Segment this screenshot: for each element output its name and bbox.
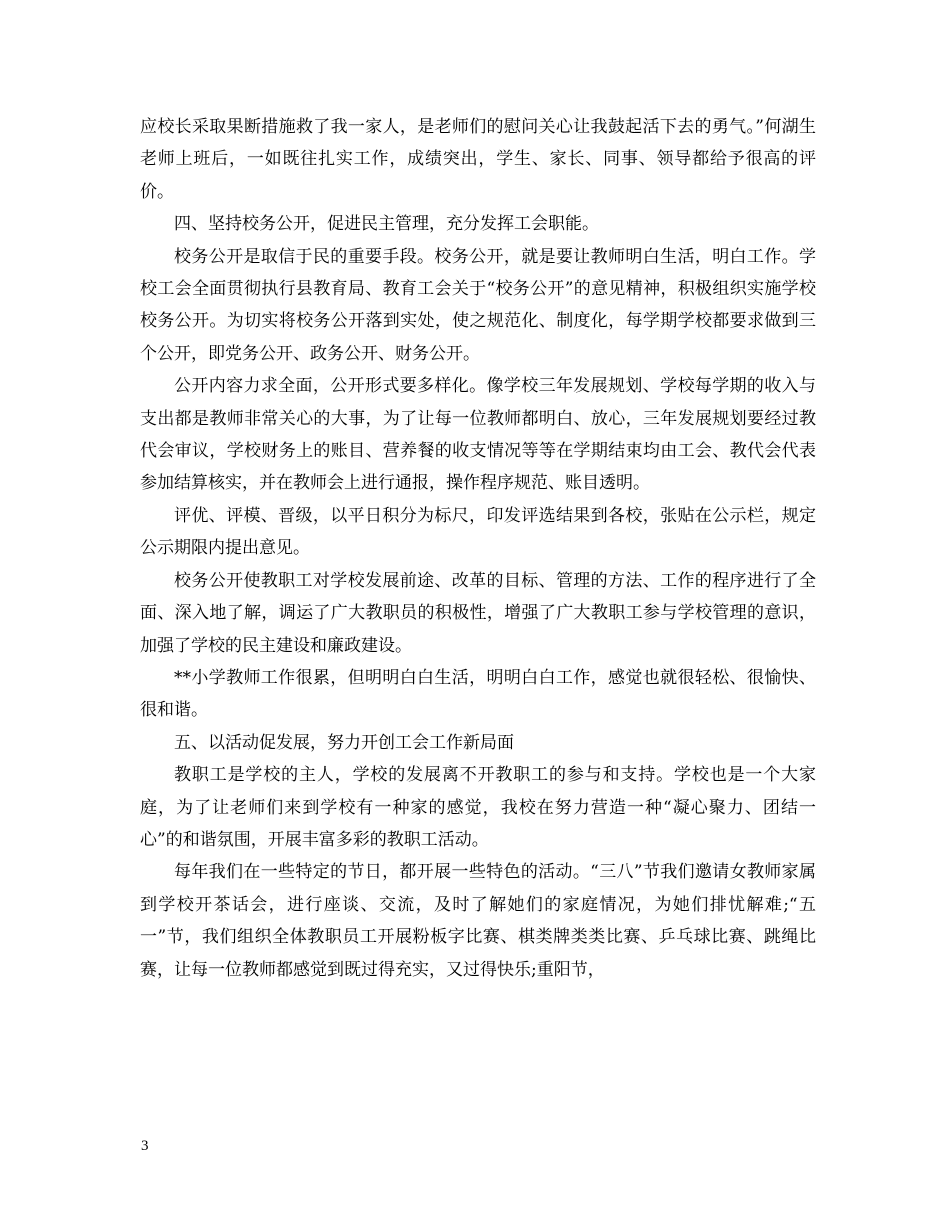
paragraph: **小学教师工作很累，但明明白白生活，明明白白工作，感觉也就很轻松、很愉快、很和谐。 <box>140 667 816 721</box>
section-heading: 四、坚持校务公开，促进民主管理，充分发挥工会职能。 <box>174 214 599 235</box>
section-heading: 五、以活动促发展，努力开创工会工作新局面 <box>174 732 514 753</box>
paragraph: 校务公开是取信于民的重要手段。校务公开，就是要让教师明白生活，明白工作。学校工会全面贯彻执行县教育局、教育工会关于“校务公开”的意见精神，积极组织实施学校校务公开。为切实将校务公开落到实处，使之规范化、制度化，每学期学校都要求做到三个公开，即党务公开、政务公开、财务公开。 <box>140 246 816 364</box>
paragraph: 公开内容力求全面，公开形式要多样化。像学校三年发展规划、学校每学期的收入与支出都是教师非常关心的大事，为了让每一位教师都明白、放心，三年发展规划要经过教代会审议，学校财务上的账目、营养餐的收支情况等等在学期结束均由工会、教代会代表参加结算核实，并在教师会上进行通报，操作程序规范、账目透明。 <box>140 376 816 494</box>
paragraph: 每年我们在一些特定的节日，都开展一些特色的活动。“三八”节我们邀请女教师家属到学校开茶话会，进行座谈、交流，及时了解她们的家庭情况，为她们排忧解难;“五一”节，我们组织全体教职员工开展粉板字比赛、棋类牌类类比赛、乒乓球比赛、跳绳比赛，让每一位教师都感觉到既过得充实，又过得快乐;重阳节， <box>140 862 816 980</box>
paragraph: 校务公开使教职工对学校发展前途、改革的目标、管理的方法、工作的程序进行了全面、深入地了解，调运了广大教职员的积极性，增强了广大教职工参与学校管理的意识，加强了学校的民主建设和廉政建设。 <box>140 570 816 656</box>
paragraph: 评优、评模、晋级，以平日积分为标尺，印发评选结果到各校，张贴在公示栏，规定公示期限内提出意见。 <box>140 505 816 559</box>
page-number: 3 <box>141 1138 149 1154</box>
document-body <box>140 111 816 986</box>
paragraph: 教职工是学校的主人，学校的发展离不开教职工的参与和支持。学校也是一个大家庭，为了让老师们来到学校有一种家的感觉，我校在努力营造一种“凝心聚力、团结一心”的和谐氛围，开展丰富多彩的教职工活动。 <box>140 765 816 850</box>
paragraph: 应校长采取果断措施救了我一家人，是老师们的慰问关心让我鼓起活下去的勇气。”何湖生老师上班后，一如既往扎实工作，成绩突出，学生、家长、同事、领导都给予很高的评价。 <box>140 117 816 202</box>
